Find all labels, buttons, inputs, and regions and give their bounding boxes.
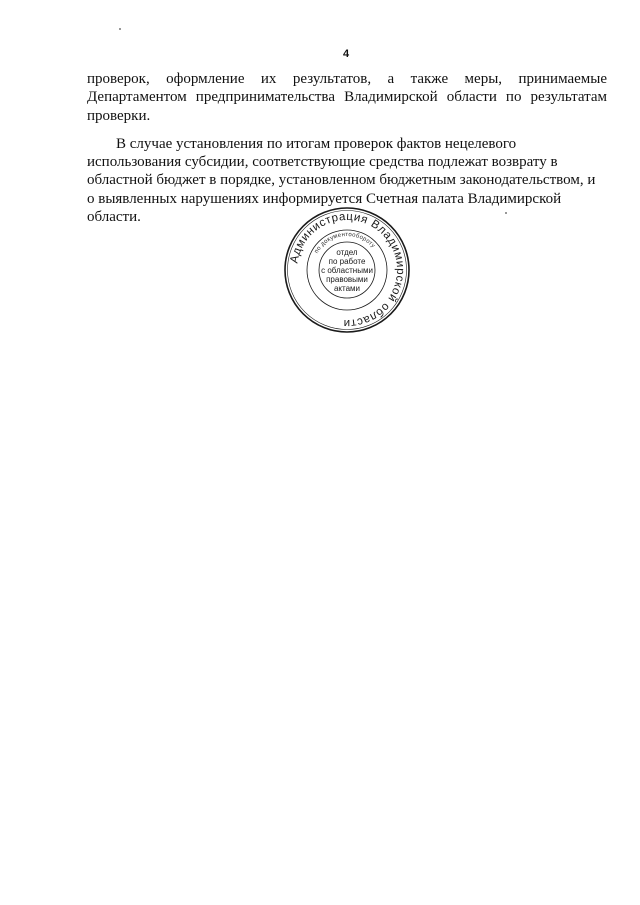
paragraph-2-line-1: В случае установления по итогам проверок фактов нецелевого [116, 135, 517, 152]
paragraph-2-line-4: о выявленных нарушениях информируется Счетная палата Владимирской [87, 190, 562, 207]
seal-graphic [283, 206, 411, 334]
official-seal-stamp [283, 206, 411, 334]
seal-outer-text-path: Администрация Владимирской области [288, 210, 407, 330]
paragraph-2-line-3: областной бюджет в порядке, установленном бюджетным законодательством, и [87, 172, 596, 189]
seal-center-line-5: актами [333, 284, 361, 293]
document-body [87, 70, 607, 226]
seal-center-line-3: с областными [321, 266, 373, 275]
seal-center-line-4: правовыми [326, 275, 368, 284]
paragraph-1 [87, 70, 607, 125]
paragraph-1-line-3: проверки. [87, 107, 151, 124]
paragraph-1-line-1: проверок, оформление их результатов, а также меры, принимаемые [87, 71, 607, 87]
seal-inner-text-path: по документообороту [313, 231, 376, 255]
paragraph-2-line-5: области. [87, 209, 141, 226]
scan-speck [119, 28, 121, 30]
paragraph-1-line-2: Департаментом предпринимательства Владимирской области по результатам [87, 89, 607, 106]
page-number: 4 [342, 48, 350, 60]
paragraph-2-line-2: использования субсидии, соответствующие средства подлежат возврату в [87, 154, 558, 171]
seal-center-line-1: отдел [336, 248, 358, 257]
seal-center-line-2: по работе [328, 257, 366, 266]
scan-speck [505, 212, 507, 214]
